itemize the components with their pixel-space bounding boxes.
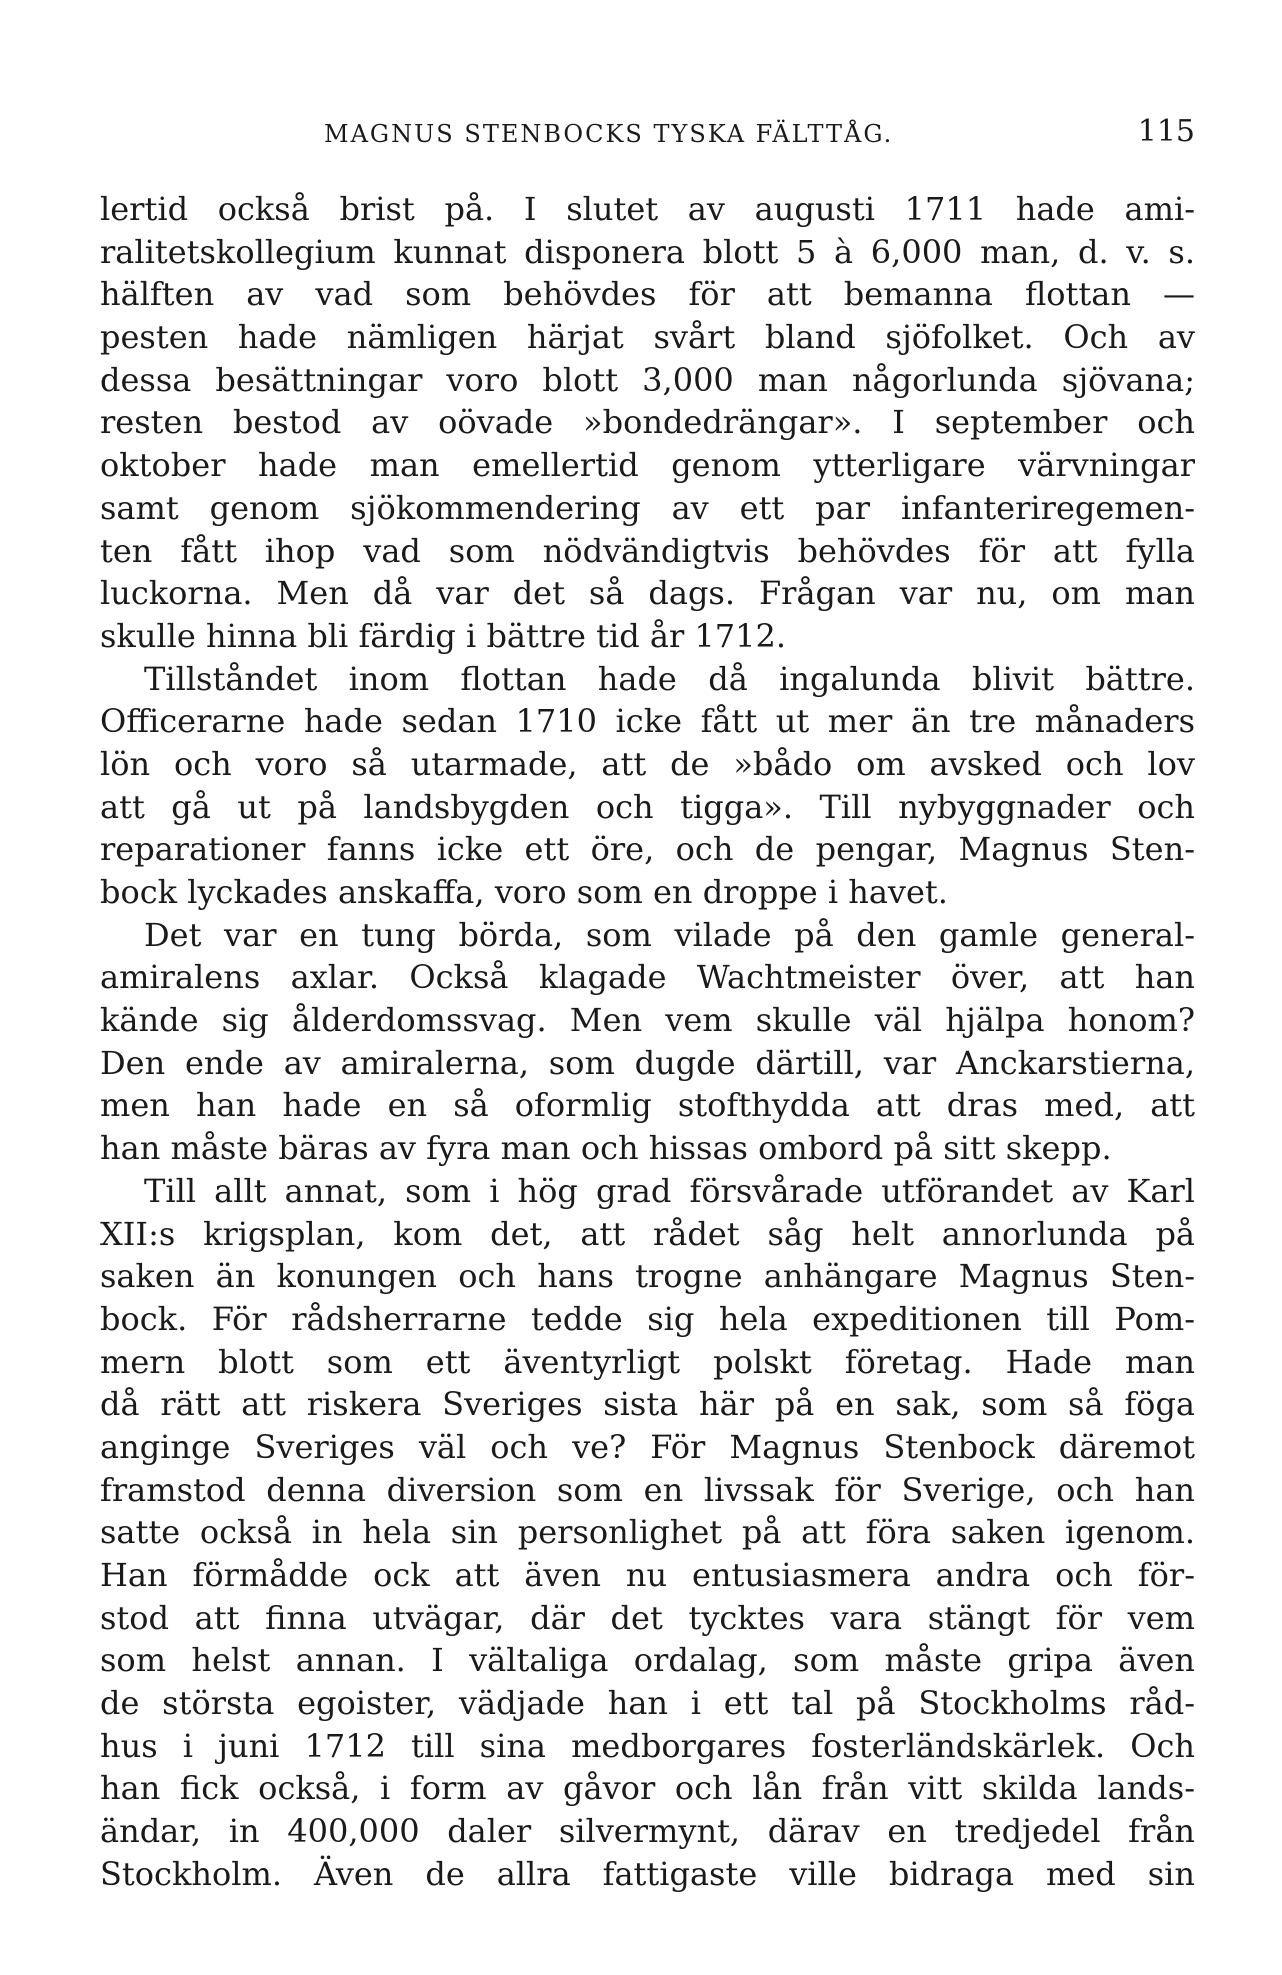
- text-line: resten bestod av oövade »bondedrängar». I september och: [100, 403, 1195, 442]
- text-line: ändar, in 400,000 daler silvermynt, därav en tredjedel från: [100, 1812, 1195, 1851]
- text-line: lön och voro så utarmade, att de »bådo om avsked och lov: [100, 744, 1195, 783]
- text-line: de största egoister, vädjade han i ett tal på Stockholms råd-: [100, 1684, 1195, 1723]
- text-line: Tillståndet inom flottan hade då ingalunda blivit bättre.: [144, 659, 1195, 698]
- text-line: framstod denna diversion som en livssak för Sverige, och han: [100, 1470, 1195, 1509]
- page-header: [100, 110, 1195, 158]
- text-line: hus i juni 1712 till sina medborgares fosterländskärlek. Och: [100, 1726, 1195, 1765]
- text-line: Det var en tung börda, som vilade på den gamle general-: [144, 915, 1195, 954]
- text-line: stod att finna utvägar, där det tycktes vara stängt för vem: [100, 1598, 1195, 1637]
- text-line: Den ende av amiralerna, som dugde därtill, var Anckarstierna,: [100, 1043, 1195, 1082]
- text-line: bock lyckades anskaffa, voro som en droppe i havet.: [100, 873, 948, 911]
- body-text: [100, 188, 1195, 1896]
- running-head: MAGNUS STENBOCKS TYSKA FÄLTTÅG.: [324, 120, 894, 148]
- text-line: XII:s krigsplan, kom det, att rådet såg helt annorlunda på: [100, 1214, 1195, 1253]
- text-line: han fick också, i form av gåvor och lån från vitt skilda lands-: [100, 1769, 1195, 1808]
- text-line: att gå ut på landsbygden och tigga». Till nybyggnader och: [100, 787, 1195, 826]
- text-line: luckorna. Men då var det så dags. Frågan var nu, om man: [100, 574, 1195, 613]
- text-line: Officerarne hade sedan 1710 icke fått ut mer än tre månaders: [100, 702, 1195, 741]
- text-line: Till allt annat, som i hög grad försvårade utförandet av Karl: [144, 1171, 1195, 1210]
- text-line: men han hade en så oformlig stofthydda att dras med, att: [100, 1086, 1195, 1125]
- text-line: saken än konungen och hans trogne anhängare Magnus Sten-: [100, 1257, 1195, 1296]
- text-line: som helst annan. I vältaliga ordalag, som måste gripa även: [100, 1641, 1195, 1680]
- text-line: oktober hade man emellertid genom ytterligare värvningar: [100, 446, 1195, 485]
- text-line: kände sig ålderdomssvag. Men vem skulle väl hjälpa honom?: [100, 1001, 1195, 1040]
- text-line: Han förmådde ock att även nu entusiasmera andra och för-: [100, 1556, 1195, 1594]
- text-line: dessa besättningar voro blott 3,000 man någorlunda sjövana;: [100, 360, 1195, 399]
- text-line: satte också in hela sin personlighet på att föra saken igenom.: [100, 1513, 1195, 1552]
- text-line: anginge Sveriges väl och ve? För Magnus Stenbock däremot: [100, 1427, 1195, 1466]
- text-line: samt genom sjökommendering av ett par infanteriregemen-: [100, 488, 1195, 527]
- text-line: amiralens axlar. Också klagade Wachtmeister över, att han: [100, 958, 1195, 997]
- text-line: pesten hade nämligen härjat svårt bland sjöfolket. Och av: [100, 318, 1195, 357]
- text-line: då rätt att riskera Sveriges sista här på en sak, som så föga: [100, 1385, 1195, 1424]
- text-line: reparationer fanns icke ett öre, och de pengar, Magnus Sten-: [100, 830, 1195, 869]
- text-line: bock. För rådsherrarne tedde sig hela expeditionen till Pom-: [100, 1299, 1195, 1338]
- text-line: lertid också brist på. I slutet av augusti 1711 hade ami-: [100, 190, 1195, 228]
- page-number: 115: [1137, 114, 1195, 149]
- text-line: han måste bäras av fyra man och hissas ombord på sitt skepp.: [100, 1129, 1112, 1168]
- text-line: hälften av vad som behövdes för att bemanna flottan —: [100, 275, 1195, 314]
- text-line: ten fått ihop vad som nödvändigtvis behövdes för att fylla: [100, 531, 1195, 570]
- text-line: mern blott som ett äventyrligt polskt företag. Hade man: [100, 1342, 1195, 1381]
- text-line: Stockholm. Även de allra fattigaste ville bidraga med sin: [100, 1854, 1195, 1893]
- text-line: ralitetskollegium kunnat disponera blott 5 à 6,000 man, d. v. s.: [100, 232, 1195, 271]
- text-line: skulle hinna bli färdig i bättre tid år 1712.: [100, 616, 787, 655]
